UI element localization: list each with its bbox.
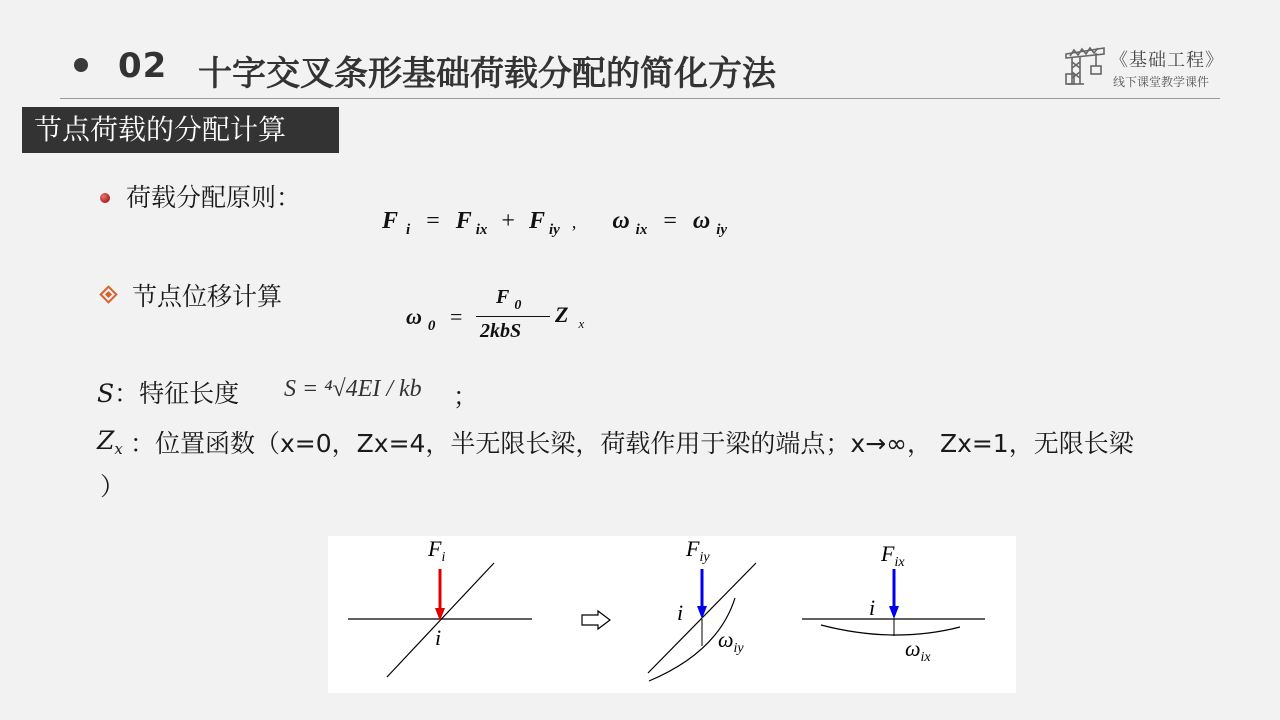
diagram-svg (328, 536, 1016, 693)
formula-Zx: Z $_x$ (555, 302, 585, 331)
logo-title: 《基础工程》 (1110, 50, 1224, 71)
header-divider (60, 98, 1220, 99)
deflection-curve-x (821, 625, 960, 635)
Zx-symbol: $Z_x$ (97, 426, 123, 458)
S-semicolon: ； (453, 382, 479, 411)
Zx-definition-line1: ：位置函数（x=0，Zx=4，半无限长梁，荷载作用于梁的端点；x→∞， Zx=1，无限长梁 (130, 429, 1134, 458)
title-bullet-icon (74, 58, 88, 72)
label-wix: $\omega_{ix}$ (905, 636, 931, 665)
node-label-2: i (677, 600, 684, 625)
principle-label: 荷载分配原则： (126, 183, 302, 212)
load-arrowhead-Fix (889, 606, 899, 619)
formula-denominator: 2kbS (480, 320, 522, 342)
label-wiy: $\omega_{iy}$ (718, 627, 744, 656)
section-heading: 节点荷载的分配计算 (22, 107, 339, 153)
formula-omega-zero: ω $_0$ (406, 304, 436, 334)
logo-subtitle: 线下课堂教学课件 (1113, 75, 1210, 89)
S-definition: S：特征长度 (97, 379, 240, 408)
node-label-1: i (435, 625, 442, 650)
Zx-definition-line2: ） (100, 472, 126, 501)
formula-load-distribution: F $_i$ = F $_{ix}$ + F $_{iy}$ , ω $_{ix}$ = ω $_{iy}$ (382, 208, 728, 238)
displacement-label: 节点位移计算 (132, 282, 283, 311)
load-distribution-diagram (328, 536, 1016, 693)
formula-equals: = (450, 304, 463, 329)
page-title: 十字交叉条形基础荷载分配的简化方法 (198, 54, 776, 94)
crane-icon (1062, 44, 1108, 86)
load-arrowhead-Fiy (697, 606, 707, 619)
red-bullet-icon (100, 193, 110, 203)
section-number: 02 (118, 46, 168, 86)
label-Fix: $F_{ix}$ (881, 541, 905, 570)
transform-arrow-icon (582, 611, 610, 629)
diamond-bullet-icon (99, 285, 117, 303)
label-Fiy: $F_{iy}$ (686, 536, 710, 565)
node-label-3: i (869, 595, 876, 620)
S-formula: S = ⁴√4EI / kb (284, 376, 422, 402)
fraction-bar (476, 316, 550, 317)
formula-numerator: F $_0$ (496, 286, 522, 313)
label-Fi: $F_i$ (428, 536, 446, 565)
